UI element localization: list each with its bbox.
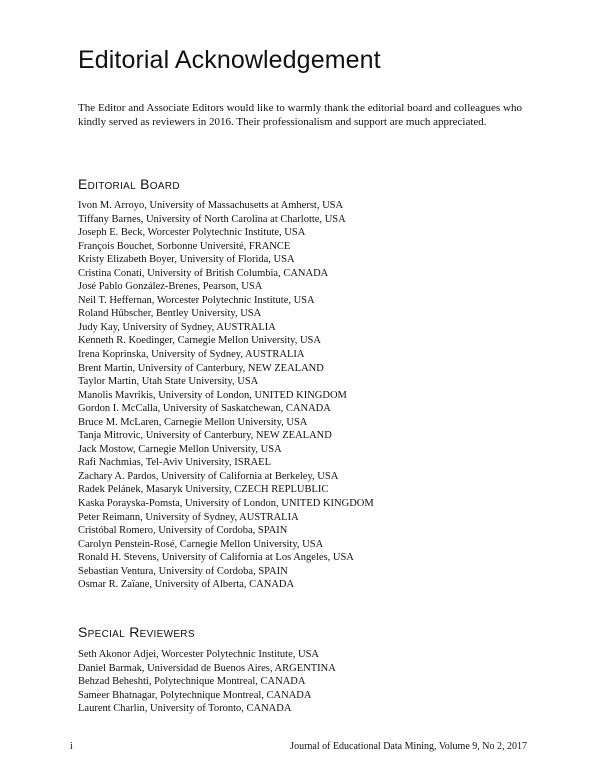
list-item: Roland Hübscher, Bentley University, USA: [78, 308, 262, 320]
list-item: Manolis Mavrikis, University of London, UNITED KINGDOM: [78, 389, 347, 401]
list-item: Gordon I. McCalla, University of Saskatchewan, CANADA: [78, 403, 331, 415]
list-item: Irena Koprinska, University of Sydney, AUSTRALIA: [78, 349, 305, 361]
list-item: Daniel Barmak, Universidad de Buenos Aires, ARGENTINA: [78, 662, 336, 674]
special-reviewers-list: [78, 648, 336, 716]
list-item: Bruce M. McLaren, Carnegie Mellon University, USA: [78, 416, 308, 428]
list-item: Carolyn Penstein-Rosé, Carnegie Mellon University, USA: [78, 538, 324, 550]
special-reviewers-heading: Special Reviewers: [78, 624, 195, 640]
list-item: Sameer Bhatnagar, Polytechnique Montreal, CANADA: [78, 689, 312, 701]
footer-journal-citation: Journal of Educational Data Mining, Volume 9, No 2, 2017: [290, 741, 527, 752]
list-item: Kristy Elizabeth Boyer, University of Florida, USA: [78, 254, 295, 266]
list-item: Osmar R. Zaïane, University of Alberta, CANADA: [78, 579, 295, 591]
list-item: Ivon M. Arroyo, University of Massachusetts at Amherst, USA: [78, 200, 344, 211]
page-title: Editorial Acknowledgement: [78, 46, 381, 74]
list-item: Brent Martin, University of Canterbury, NEW ZEALAND: [78, 362, 324, 374]
list-item: Neil T. Heffernan, Worcester Polytechnic Institute, USA: [78, 294, 315, 306]
list-item: José Pablo González-Brenes, Pearson, USA: [78, 281, 263, 293]
list-item: Laurent Charlin, University of Toronto, CANADA: [78, 703, 292, 715]
list-item: Tanja Mitrovic, University of Canterbury, NEW ZEALAND: [78, 430, 332, 442]
list-item: Sebastian Ventura, University of Cordoba, SPAIN: [78, 565, 288, 577]
list-item: Rafi Nachmias, Tel-Aviv University, ISRAEL: [78, 457, 271, 469]
list-item: Taylor Martin, Utah State University, USA: [78, 376, 259, 388]
list-item: Jack Mostow, Carnegie Mellon University, USA: [78, 443, 282, 455]
list-item: Behzad Beheshti, Polytechnique Montreal, CANADA: [78, 676, 306, 688]
list-item: Seth Akonor Adjei, Worcester Polytechnic Institute, USA: [78, 649, 320, 660]
list-item: François Bouchet, Sorbonne Université, FRANCE: [78, 240, 291, 252]
intro-paragraph: The Editor and Associate Editors would like to warmly thank the editorial board and colleagues who kindly served as reviewers in 2016. Their professionalism and support are much appreciated.: [78, 102, 522, 128]
list-item: Peter Reimann, University of Sydney, AUSTRALIA: [78, 511, 299, 523]
list-item: Ronald H. Stevens, University of California at Los Angeles, USA: [78, 552, 354, 564]
editorial-board-list: [78, 199, 374, 592]
list-item: Kaska Porayska-Pomsta, University of London, UNITED KINGDOM: [78, 498, 374, 510]
list-item: Judy Kay, University of Sydney, AUSTRALIA: [78, 321, 276, 333]
list-item: Kenneth R. Koedinger, Carnegie Mellon University, USA: [78, 335, 321, 347]
list-item: Radek Pelánek, Masaryk University, CZECH REPLUBLIC: [78, 484, 329, 496]
list-item: Cristóbal Romero, University of Cordoba, SPAIN: [78, 525, 288, 537]
list-item: Zachary A. Pardos, University of California at Berkeley, USA: [78, 470, 339, 482]
list-item: Joseph E. Beck, Worcester Polytechnic Institute, USA: [78, 227, 306, 239]
footer-page-number: i: [70, 741, 73, 752]
editorial-board-heading: Editorial Board: [78, 176, 180, 192]
list-item: Tiffany Barnes, University of North Carolina at Charlotte, USA: [78, 213, 346, 225]
list-item: Cristina Conati, University of British Columbia, CANADA: [78, 267, 329, 279]
